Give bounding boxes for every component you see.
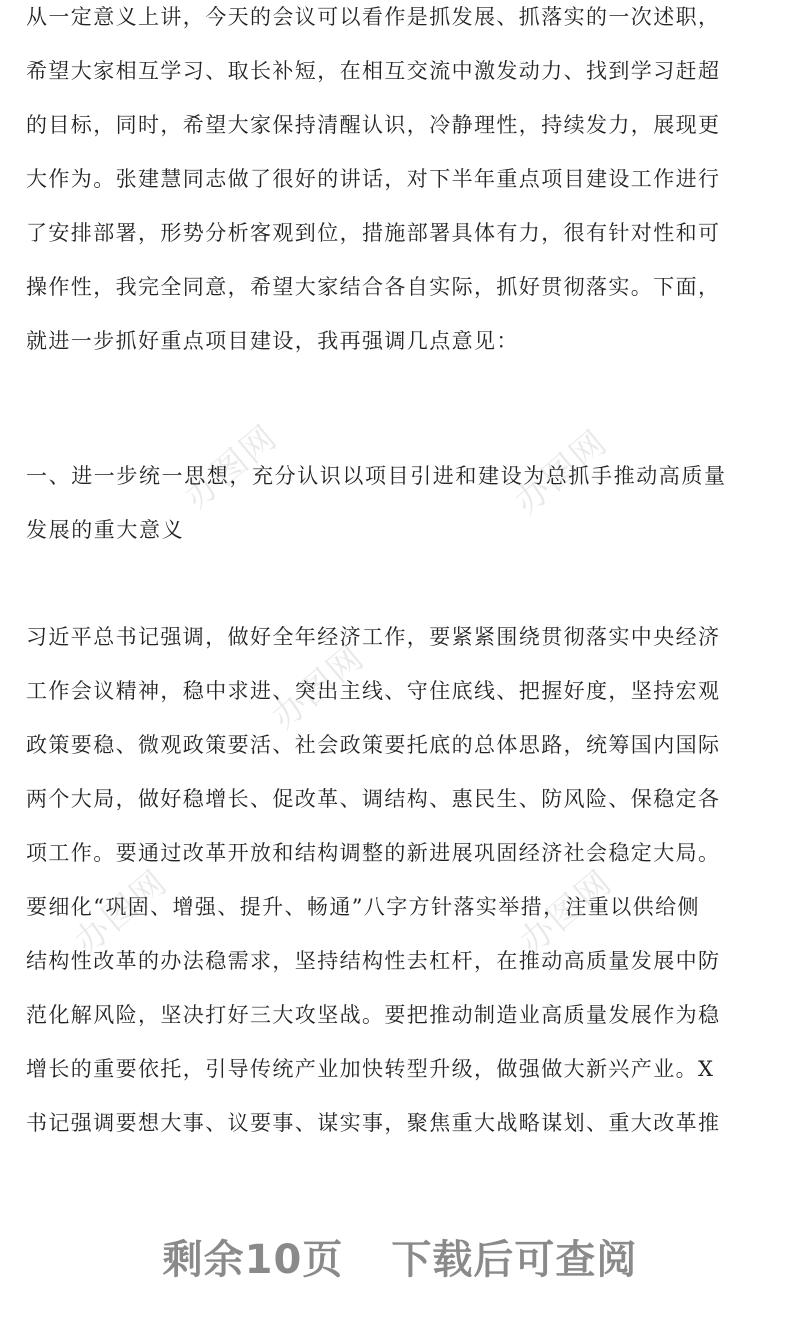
download-prompt-label: 下载后可查阅 — [391, 1237, 638, 1283]
watermark: 办图网 — [264, 637, 373, 738]
watermark: 办图网 — [67, 862, 176, 963]
text-line: 大作为。张建慧同志做了很好的讲话，对下半年重点项目建设工作进行 — [26, 167, 721, 191]
remaining-pages-label: 剩余10页 — [162, 1237, 344, 1283]
watermark: 办图网 — [507, 422, 616, 523]
text-line: 工作会议精神，稳中求进、突出主线、守住底线、把握好度，坚持宏观 — [26, 679, 721, 703]
watermark: 办图网 — [177, 417, 286, 518]
text-line: 项工作。要通过改革开放和结构调整的新进展巩固经济社会稳定大局。 — [26, 841, 721, 865]
text-line: 的目标，同时，希望大家保持清醒认识，冷静理性，持续发力，展现更 — [26, 113, 721, 137]
text-line: 范化解风险，坚决打好三大攻坚战。要把推动制造业高质量发展作为稳 — [26, 1003, 721, 1027]
text-line: 增长的重要依托，引导传统产业加快转型升级，做强做大新兴产业。X — [26, 1057, 715, 1081]
text-line: 习近平总书记强调，做好全年经济工作，要紧紧围绕贯彻落实中央经济 — [26, 625, 721, 649]
text-line: 希望大家相互学习、取长补短，在相互交流中激发动力、找到学习赶超 — [26, 59, 721, 83]
text-line: 两个大局，做好稳增长、促改革、调结构、惠民生、防风险、保稳定各 — [26, 787, 721, 811]
text-line: 书记强调要想大事、议要事、谋实事，聚焦重大战略谋划、重大改革推 — [26, 1111, 721, 1135]
text-line: 从一定意义上讲，今天的会议可以看作是抓发展、抓落实的一次述职， — [26, 5, 721, 29]
watermark: 办图网 — [512, 862, 621, 963]
text-line: 政策要稳、微观政策要活、社会政策要托底的总体思路，统筹国内国际 — [26, 733, 721, 757]
text-line: 操作性，我完全同意，希望大家结合各自实际，抓好贯彻落实。下面， — [26, 275, 721, 299]
heading-line: 一、进一步统一思想，充分认识以项目引进和建设为总抓手推动高质量 — [26, 464, 727, 488]
text-line: 就进一步抓好重点项目建设，我再强调几点意见： — [26, 329, 519, 353]
download-prompt-footer[interactable] — [0, 1228, 800, 1285]
text-line: 结构性改革的办法稳需求，坚持结构性去杠杆，在推动高质量发展中防 — [26, 949, 721, 973]
text-line: 要细化“巩固、增强、提升、畅通”八字方针落实举措，注重以供给侧 — [26, 895, 700, 919]
text-line: 了安排部署，形势分析客观到位，措施部署具体有力，很有针对性和可 — [26, 221, 721, 245]
heading-line: 发展的重大意义 — [26, 518, 185, 542]
